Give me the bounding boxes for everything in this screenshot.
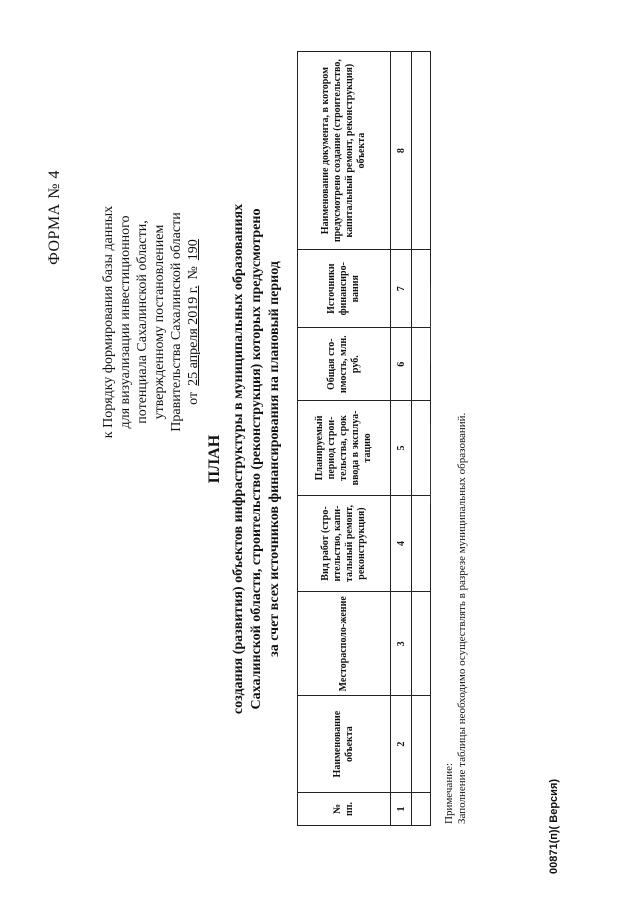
table-cell — [412, 328, 431, 401]
column-header: Источники финансиро-вания — [298, 250, 391, 328]
decree-date: 25 апреля 2019 г. — [186, 285, 201, 386]
note-text: Заполнение таблицы необходимо осуществлять в разрезе муниципальных образований. — [456, 412, 468, 824]
table-cell — [412, 592, 431, 696]
column-number-row — [391, 52, 412, 826]
column-number: 6 — [391, 328, 412, 401]
plan-table — [297, 51, 431, 826]
column-number: 4 — [391, 495, 412, 592]
table-cell — [412, 696, 431, 793]
title-line: создания (развития) объектов инфраструктуры в муниципальных образованиях — [231, 203, 246, 715]
document-code: 00871(п)( Версия) — [548, 778, 560, 874]
divider-line — [430, 424, 431, 504]
column-header: Наименование объекта — [298, 696, 391, 793]
header-line: для визуализации инвестиционного — [118, 215, 133, 429]
table-cell — [412, 401, 431, 495]
header-line: потенциала Сахалинской области, — [135, 220, 150, 424]
column-number: 3 — [391, 592, 412, 696]
table-header-row — [298, 52, 391, 826]
column-header: Общая сто-имость, млн. руб. — [298, 328, 391, 401]
column-header: Вид работ (стро-ительство, капи-тальный ремонт, реконструкция) — [298, 495, 391, 592]
landscape-content — [38, 44, 598, 874]
header-line: Правительства Сахалинской области — [169, 212, 184, 432]
table-cell — [412, 495, 431, 592]
document-title — [206, 44, 284, 874]
column-number: 1 — [391, 792, 412, 825]
divider-line — [430, 284, 431, 364]
note-block — [443, 413, 469, 824]
plan-heading: ПЛАН — [206, 434, 223, 484]
table-cell — [412, 792, 431, 825]
table-cell — [412, 52, 431, 250]
number-label: № — [186, 266, 201, 280]
form-number: ФОРМА № 4 — [46, 170, 63, 265]
header-line: к Порядку формирования базы данных — [101, 205, 116, 439]
ot-label: от — [186, 391, 201, 405]
table-cell — [412, 250, 431, 328]
title-line: за счет всех источников финансирования на плановый период — [267, 261, 282, 657]
column-header: № пп. — [298, 792, 391, 825]
header-line: утвержденному постановлением — [152, 224, 167, 420]
column-header: Планируемый период строи-тельства, срок ввода в эксплуа-тацию — [298, 401, 391, 495]
note-label: Примечание: — [443, 762, 455, 824]
decree-number: 190 — [186, 239, 201, 261]
column-number: 2 — [391, 696, 412, 793]
title-line: Сахалинской области, строительство (реконструкция) которых предусмотрено — [249, 208, 264, 710]
decree-date-line — [185, 112, 202, 532]
column-number: 7 — [391, 250, 412, 328]
approval-header — [100, 112, 202, 532]
column-header: Месторасполо-жение — [298, 592, 391, 696]
column-number: 8 — [391, 52, 412, 250]
table-row — [412, 52, 431, 826]
column-number: 5 — [391, 401, 412, 495]
column-header: Наименование документа, в котором предусмотрено создание (строительство, капитальный ремонт, реконструкция) объекта — [298, 52, 391, 250]
